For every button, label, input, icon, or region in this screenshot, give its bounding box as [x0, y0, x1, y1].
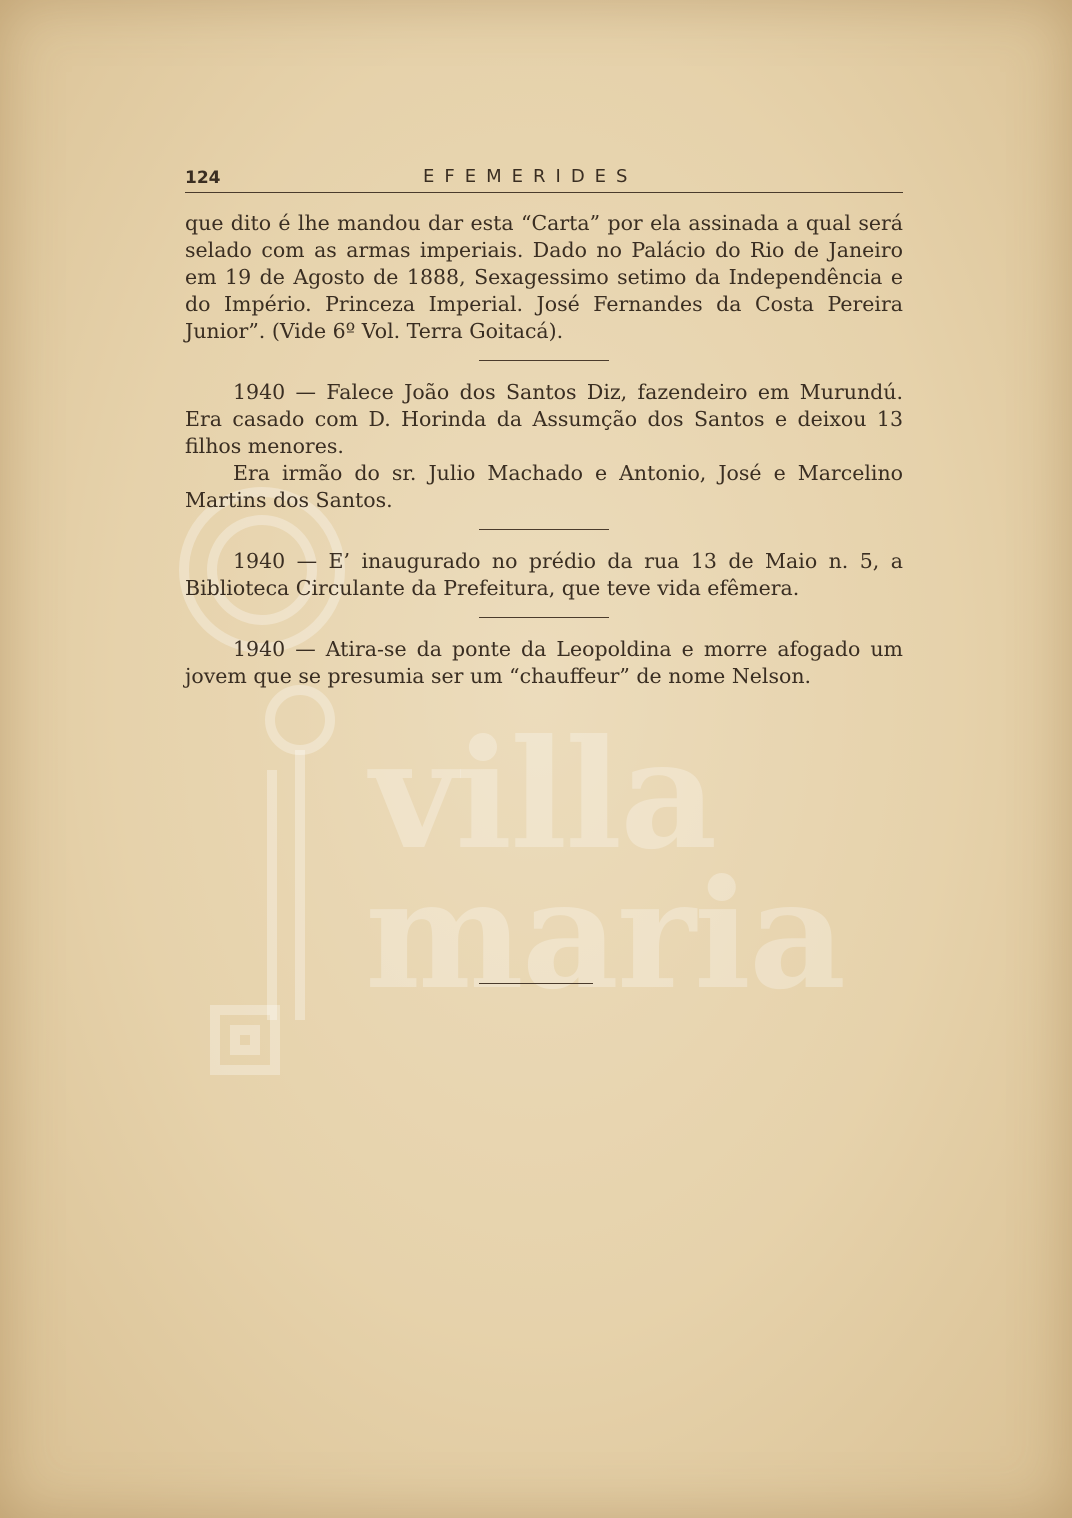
running-head: EFEMERIDES — [423, 166, 638, 187]
watermark-villa: villa — [370, 707, 716, 883]
watermark-maria: maria — [365, 847, 845, 1023]
page-number: 124 — [185, 168, 221, 188]
entry-1940-biblioteca: 1940 — E’ inaugurado no prédio da rua 13 de Maio n. 5, a Biblioteca Circulante da Prefeitura, que teve vida efêmera. — [185, 549, 903, 600]
section-divider — [479, 617, 609, 618]
entry-1940-ponte: 1940 — Atira-se da ponte da Leopoldina e morre afogado um jovem que se presumia ser um “chauffeur” de nome Nelson. — [185, 637, 903, 688]
section-divider — [479, 529, 609, 530]
body-text — [185, 210, 903, 690]
page-header — [185, 166, 903, 193]
section-divider — [479, 360, 609, 361]
paragraph-continuation: que dito é lhe mandou dar esta “Carta” por ela assinada a qual será selado com as armas imperiais. Dado no Palácio do Rio de Janeiro em 19 de Agosto de 1888, Sexagessimo setimo da Independência e do Império. Princeza Imperial. José Fernandes da Costa Pereira Junior”. (Vide 6º Vol. Terra Goitacá). — [185, 211, 903, 343]
end-divider — [479, 983, 593, 984]
entry-1940-irmao: Era irmão do sr. Julio Machado e Antonio, José e Marcelino Martins dos Santos. — [185, 461, 903, 512]
entry-1940-falece: 1940 — Falece João dos Santos Diz, fazendeiro em Murundú. Era casado com D. Horinda da Assumção dos Santos e deixou 13 filhos menores. — [185, 380, 903, 458]
